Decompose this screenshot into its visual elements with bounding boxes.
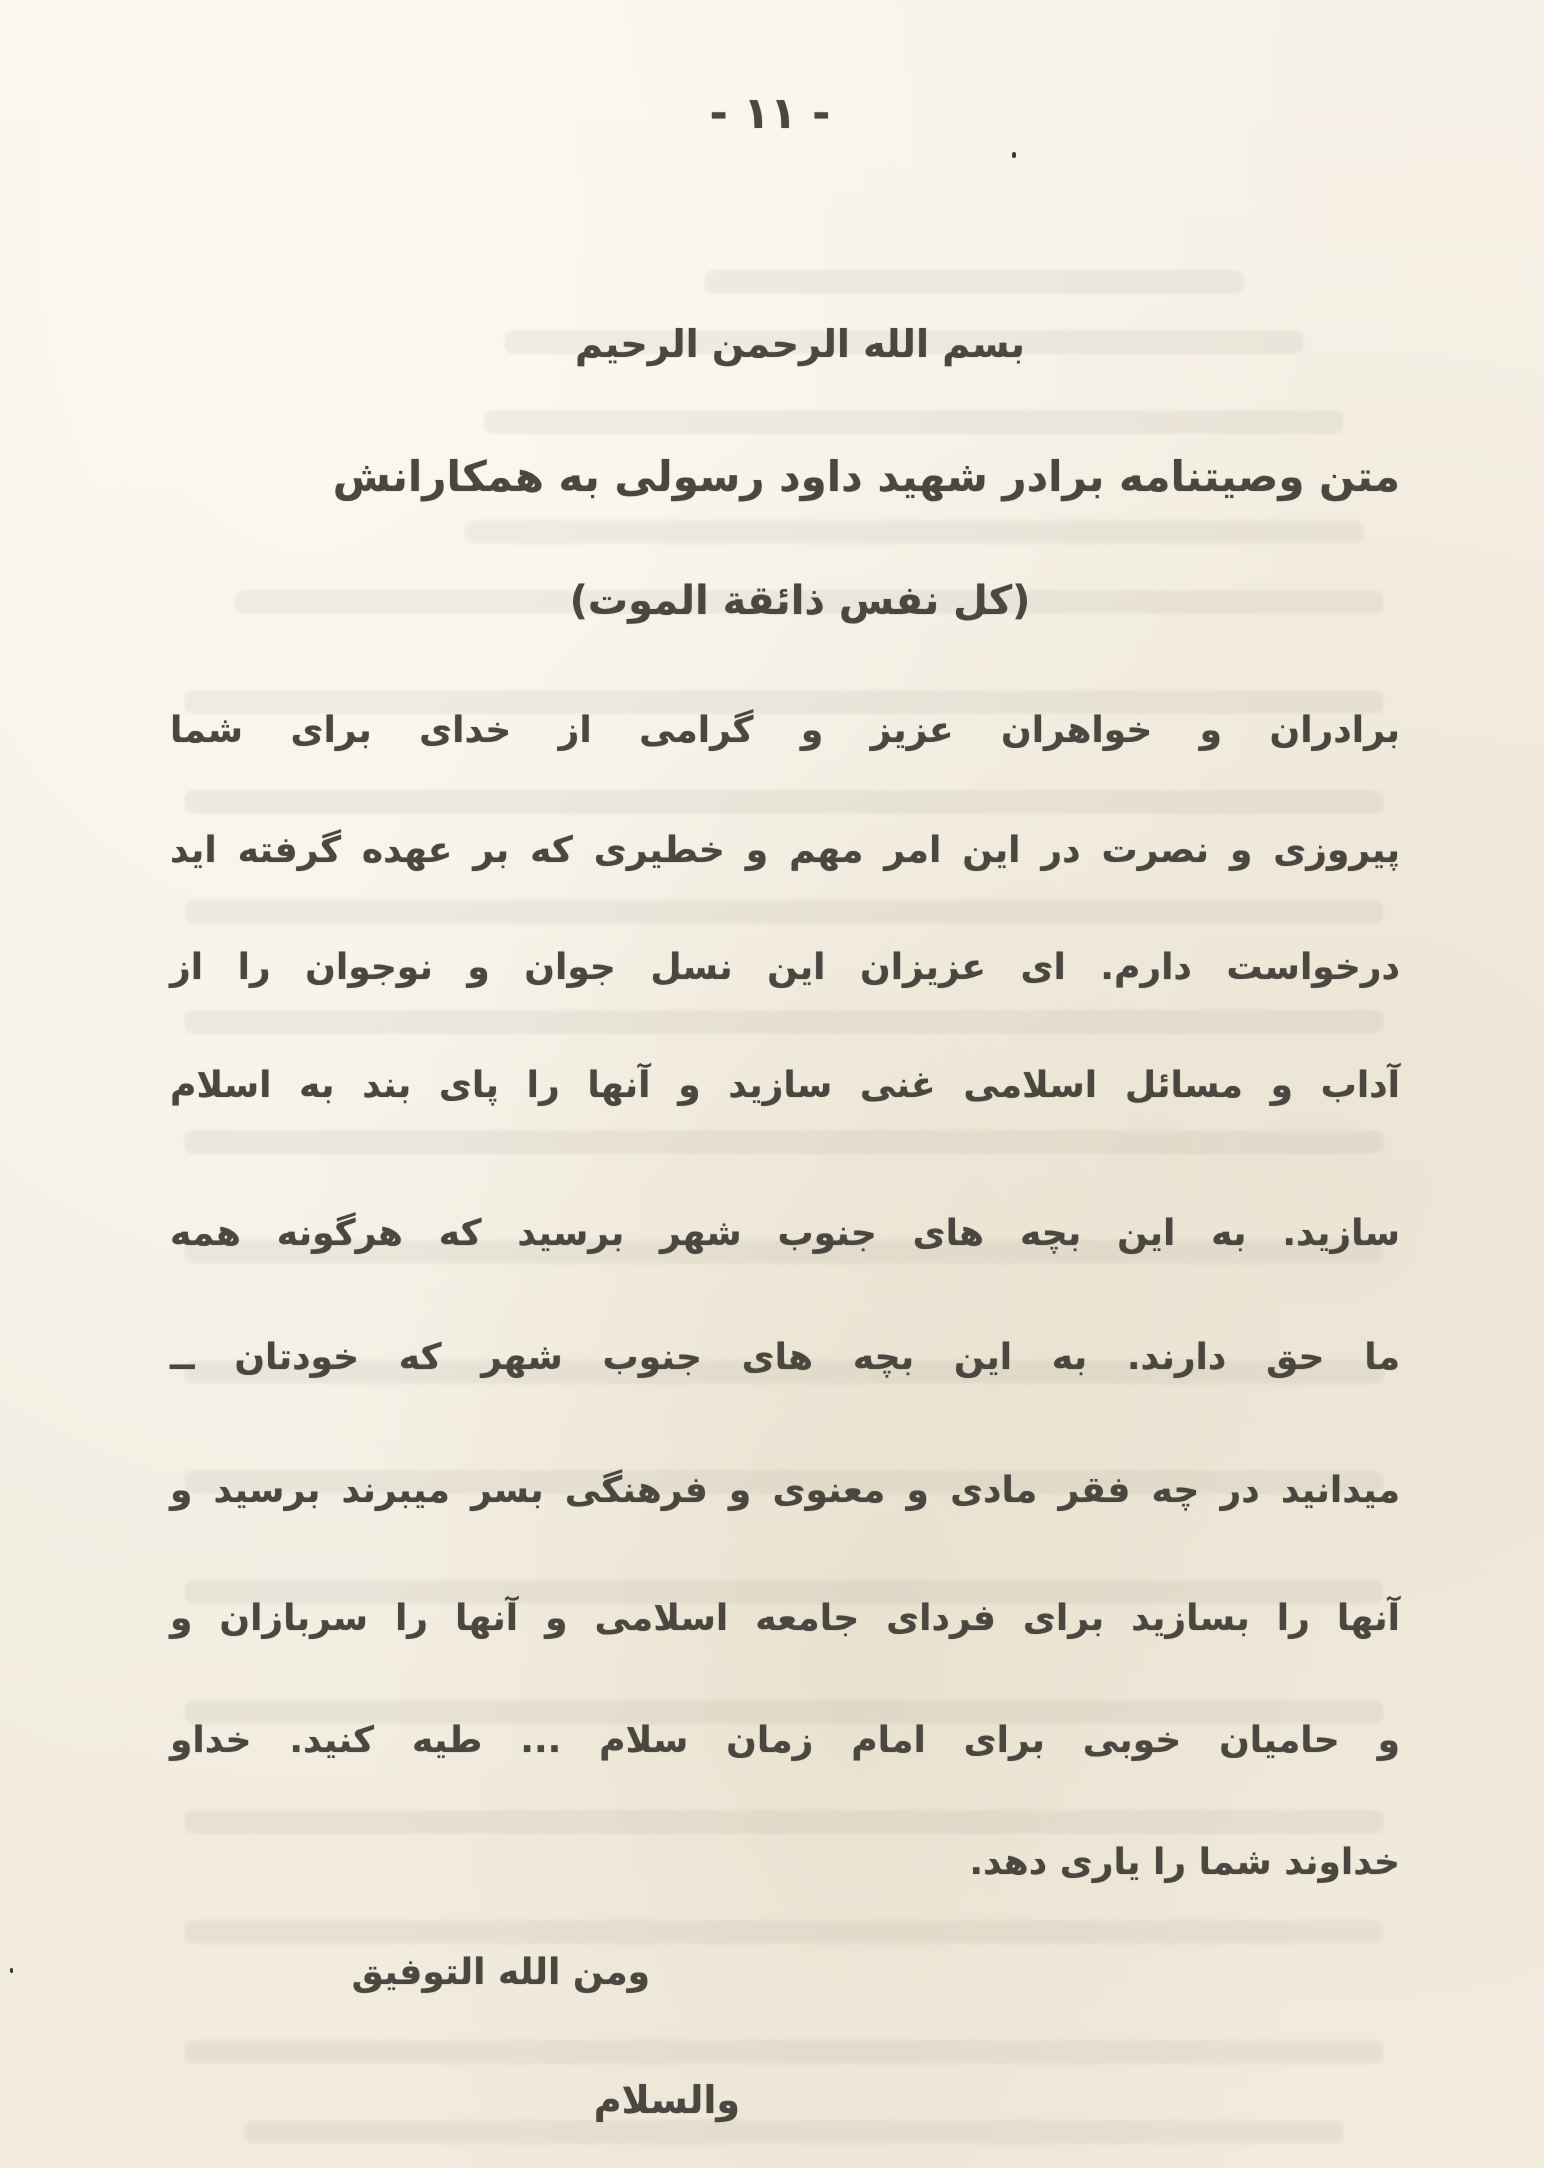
document-title: متن وصیتنامه برادر شهید داود رسولی به همکارانش: [332, 452, 1400, 501]
page-number: - ١١ -: [709, 88, 831, 139]
ink-speck: [10, 1968, 13, 1973]
body-line-8: آنها را بسازید برای فردای جامعه اسلامی و آنها را سربازان و: [170, 1598, 1400, 1639]
body-line-9: و حامیان خوبی برای امام زمان سلام ... طیه کنید. خداو: [170, 1720, 1400, 1761]
body-line-2: پیروزی و نصرت در این امر مهم و خطیری که بر عهده گرفته اید: [170, 830, 1400, 871]
quran-quote: (کل نفس ذائقة الموت): [569, 578, 1031, 624]
body-line-10: خداوند شما را یاری دهد.: [969, 1842, 1400, 1883]
body-line-4: آداب و مسائل اسلامی غنی سازید و آنها را پای بند به اسلام: [170, 1065, 1400, 1106]
body-line-3: درخواست دارم. ای عزیزان این نسل جوان و نوجوان را از: [170, 947, 1400, 988]
body-line-6: ما حق دارند. به این بچه های جنوب شهر که خودتان ــ: [170, 1337, 1400, 1378]
body-line-5: سازید. به این بچه های جنوب شهر برسید که هرگونه همه: [170, 1213, 1400, 1254]
body-line-7: میدانید در چه فقر مادی و معنوی و فرهنگی بسر میبرند برسید و: [170, 1470, 1400, 1511]
basmala-heading: بسم الله الرحمن الرحیم: [575, 322, 1025, 366]
body-line-1: برادران و خواهران عزیز و گرامی از خدای برای شما: [170, 710, 1400, 751]
salutation: والسلام: [593, 2078, 740, 2122]
ink-speck: [1012, 152, 1016, 158]
closing-phrase: ومن الله التوفیق: [351, 1952, 650, 1993]
